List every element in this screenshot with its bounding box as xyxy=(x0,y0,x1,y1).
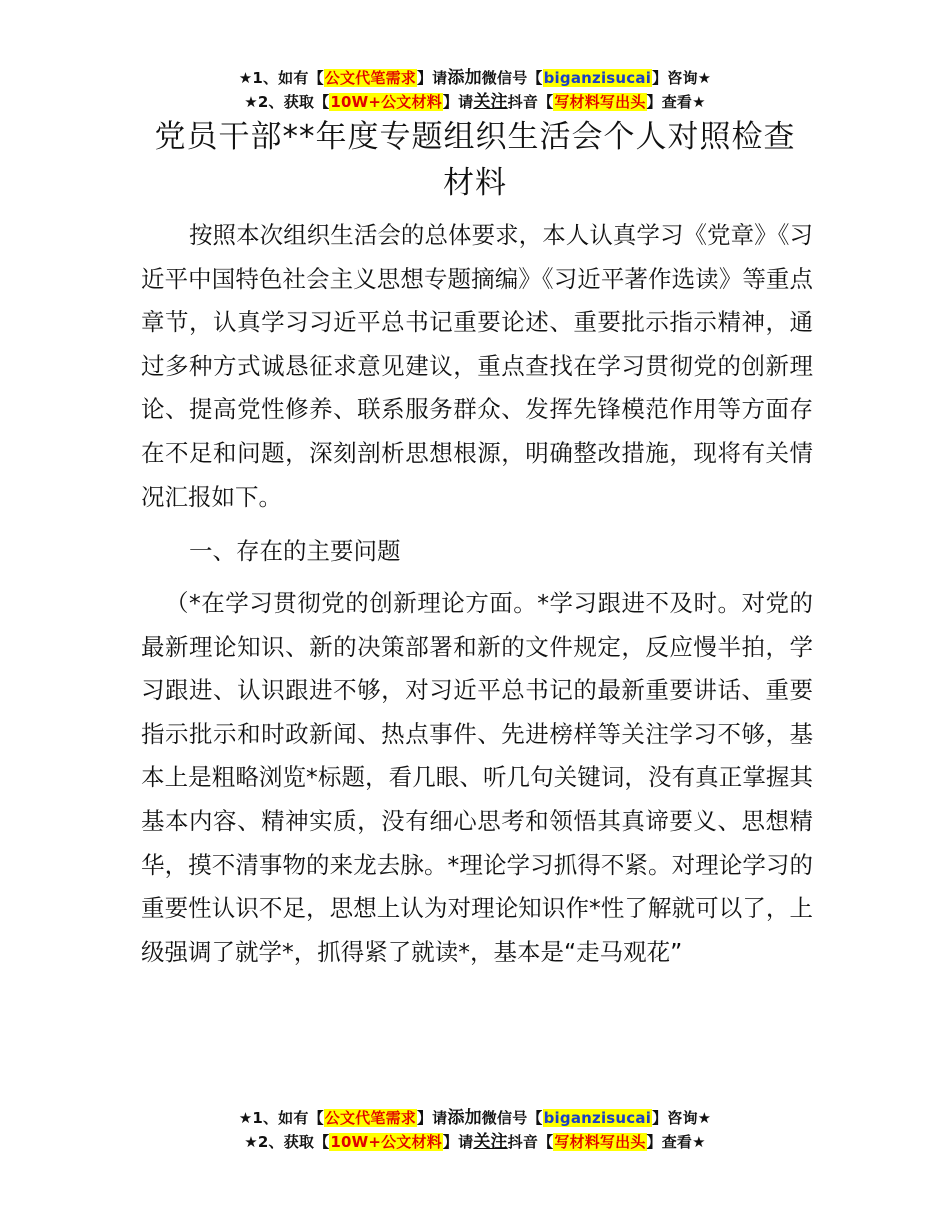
promo-banner-top xyxy=(0,66,950,114)
promo-text: 】请 xyxy=(442,93,474,111)
promo-emphasis: 添加 xyxy=(447,1108,482,1128)
promo-line-2 xyxy=(0,1130,950,1154)
promo-text: 微信号【 xyxy=(481,69,543,87)
body-paragraph: （*在学习贯彻党的创新理论方面。*学习跟进不及时。对党的最新理论知识、新的决策部署和新的文件规定，反应慢半拍，学习跟进、认识跟进不够，对习近平总书记的最新重要讲话、重要指示批示和时政新闻、热点事件、先进榜样等关注学习不够，基本上是粗略浏览*标题，看几眼、听几句关键词，没有真正掌握其基本内容、精神实质，没有细心思考和领悟其真谛要义、思想精华，摸不清事物的来龙去脉。*理论学习抓得不紧。对理论学习的重要性认识不足，思想上认为对理论知识作*性了解就可以了，上级强调了就学*，抓得紧了就读*，基本是“走马观花” xyxy=(141,589,813,966)
promo-text: 】请 xyxy=(416,69,448,87)
promo-line-1 xyxy=(0,1106,950,1130)
promo-text: ★2、获取【 xyxy=(244,93,330,111)
promo-text: 微信号【 xyxy=(481,1109,543,1127)
promo-banner-bottom xyxy=(0,1106,950,1154)
douyin-id-highlight: 写材料写出头 xyxy=(554,93,646,111)
promo-highlight: 公文代笔需求 xyxy=(324,1109,416,1127)
promo-text: 抖音【 xyxy=(507,93,554,111)
promo-highlight: 10W+公文材料 xyxy=(330,1133,442,1151)
promo-text: ★2、获取【 xyxy=(244,1133,330,1151)
promo-text: ★1、如有【 xyxy=(238,1109,324,1127)
intro-paragraph: 按照本次组织生活会的总体要求，本人认真学习《党章》《习近平中国特色社会主义思想专题摘编》《习近平著作选读》等重点章节，认真学习习近平总书记重要论述、重要批示指示精神，通过多种方式诚恳征求意见建议，重点查找在学习贯彻党的创新理论、提高党性修养、联系服务群众、发挥先锋模范作用等方面存在不足和问题，深刻剖析思想根源，明确整改措施，现将有关情况汇报如下。 xyxy=(141,221,813,511)
promo-text: 】咨询★ xyxy=(652,69,712,87)
wechat-id-highlight: biganzisucai xyxy=(543,1109,652,1127)
promo-line-1 xyxy=(0,66,950,90)
promo-emphasis: 关注 xyxy=(473,1132,508,1152)
promo-highlight: 公文代笔需求 xyxy=(324,69,416,87)
document-title: 党员干部**年度专题组织生活会个人对照检查材料 xyxy=(154,119,796,201)
promo-text: 】查看★ xyxy=(646,1133,706,1151)
promo-emphasis: 添加 xyxy=(447,68,482,88)
promo-line-2 xyxy=(0,90,950,114)
promo-text: 】请 xyxy=(416,1109,448,1127)
promo-text: ★1、如有【 xyxy=(238,69,324,87)
promo-text: 】咨询★ xyxy=(652,1109,712,1127)
promo-text: 】查看★ xyxy=(646,93,706,111)
wechat-id-highlight: biganzisucai xyxy=(543,69,652,87)
douyin-id-highlight: 写材料写出头 xyxy=(554,1133,646,1151)
promo-text: 】请 xyxy=(442,1133,474,1151)
promo-highlight: 10W+公文材料 xyxy=(330,93,442,111)
promo-text: 抖音【 xyxy=(507,1133,554,1151)
section-heading: 一、存在的主要问题 xyxy=(189,537,401,565)
promo-emphasis: 关注 xyxy=(473,92,508,112)
